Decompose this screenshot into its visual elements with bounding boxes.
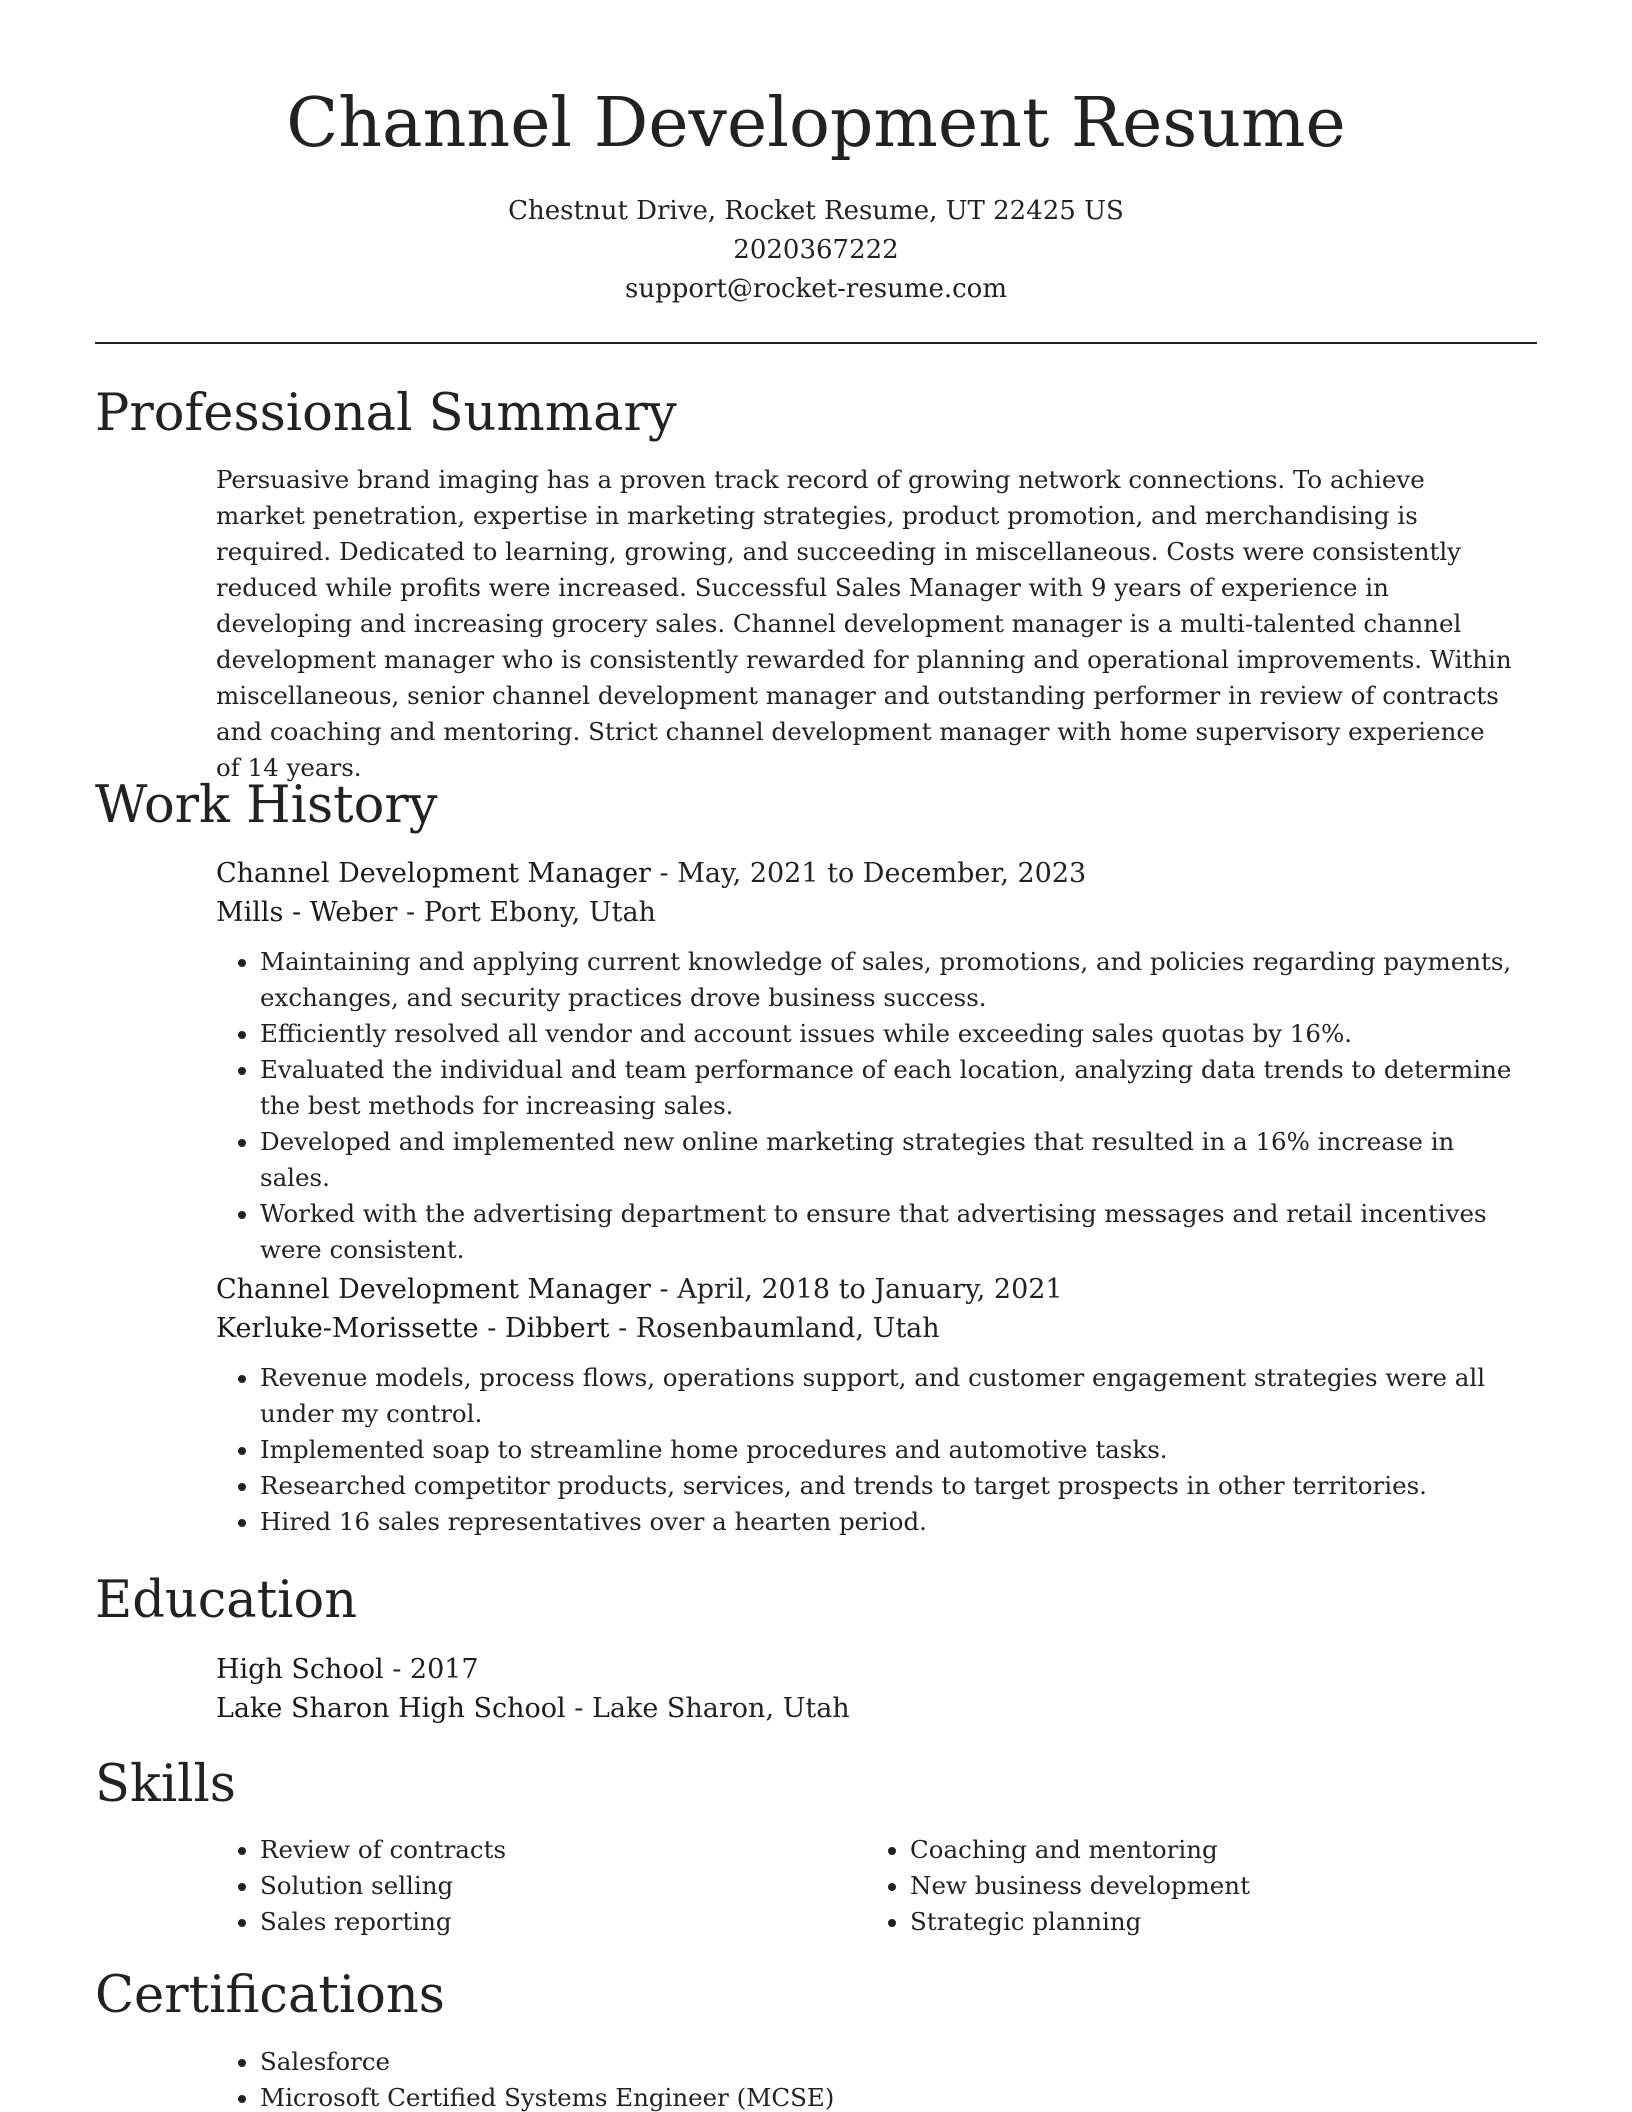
skill-item: • Solution selling bbox=[260, 1868, 866, 1904]
certifications-list bbox=[216, 2044, 1516, 2112]
contact-info bbox=[95, 192, 1537, 309]
job-title-line bbox=[216, 854, 1516, 893]
job-bullet: • Efficiently resolved all vendor and account issues while exceeding sales quotas by 16%. bbox=[260, 1016, 1516, 1052]
work-history-heading: Work History bbox=[95, 776, 438, 835]
job-bullet: • Revenue models, process flows, operations support, and customer engagement strategies were all under my control. bbox=[260, 1360, 1516, 1432]
job-title: Channel Development Manager bbox=[216, 1274, 651, 1305]
job-company-line bbox=[216, 1309, 1516, 1348]
skills-column-left bbox=[216, 1832, 866, 1940]
job-bullet: • Maintaining and applying current knowledge of sales, promotions, and policies regarding payments, exchanges, and security practices drove business success. bbox=[260, 944, 1516, 1016]
skill-item: • Strategic planning bbox=[910, 1904, 1516, 1940]
job-dates: - May, 2021 to December, 2023 bbox=[659, 858, 1087, 889]
resume-header bbox=[95, 82, 1537, 309]
job-location: - Port Ebony, Utah bbox=[406, 897, 656, 928]
job-entry bbox=[216, 1270, 1516, 1540]
summary-text: Persuasive brand imaging has a proven track record of growing network connections. To achieve market penetration, expertise in marketing strategies, product promotion, and merchandising is required. Dedicated to learning, growing, and succeeding in miscellaneous. Costs were consistently reduced while profits were increased. Successful Sales Manager with 9 years of experience in developing and increasing grocery sales. Channel development manager is a multi-talented channel development manager who is consistently rewarded for planning and operational improvements. Within miscellaneous, senior channel development manager and outstanding performer in review of contracts and coaching and mentoring. Strict channel development manager with home supervisory experience of 14 years. bbox=[216, 465, 1512, 782]
job-entry bbox=[216, 854, 1516, 1268]
graduation-year: - 2017 bbox=[392, 1654, 479, 1685]
skill-item: • Coaching and mentoring bbox=[910, 1832, 1516, 1868]
email: support@rocket-resume.com bbox=[624, 274, 1007, 304]
job-bullets bbox=[216, 944, 1516, 1268]
job-location: - Rosenbaumland, Utah bbox=[618, 1313, 940, 1344]
certifications-heading: Certifications bbox=[95, 1966, 445, 2025]
header-divider bbox=[95, 342, 1537, 344]
skill-item: • Review of contracts bbox=[260, 1832, 866, 1868]
summary-heading: Professional Summary bbox=[95, 384, 677, 443]
job-bullet: • Implemented soap to streamline home procedures and automotive tasks. bbox=[260, 1432, 1516, 1468]
skill-item: • New business development bbox=[910, 1868, 1516, 1904]
phone: 2020367222 bbox=[733, 235, 899, 265]
education-heading: Education bbox=[95, 1571, 358, 1630]
job-bullet: • Evaluated the individual and team performance of each location, analyzing data trends to determine the best methods for increasing sales. bbox=[260, 1052, 1516, 1124]
education-entry bbox=[216, 1650, 1516, 1728]
job-company: Kerluke-Morissette - Dibbert bbox=[216, 1313, 610, 1344]
job-company-line bbox=[216, 893, 1516, 932]
job-bullet: • Developed and implemented new online marketing strategies that resulted in a 16% increase in sales. bbox=[260, 1124, 1516, 1196]
certifications-bullets bbox=[216, 2044, 1516, 2112]
job-title: Channel Development Manager bbox=[216, 858, 651, 889]
certification-item: • Salesforce bbox=[260, 2044, 1516, 2080]
degree-line bbox=[216, 1650, 1516, 1689]
certification-item: • Microsoft Certified Systems Engineer (MCSE) bbox=[260, 2080, 1516, 2112]
job-title-line bbox=[216, 1270, 1516, 1309]
job-dates: - April, 2018 to January, 2021 bbox=[659, 1274, 1063, 1305]
job-bullets bbox=[216, 1360, 1516, 1540]
school-location: - Lake Sharon, Utah bbox=[574, 1693, 850, 1724]
resume-title: Channel Development Resume bbox=[286, 84, 1346, 163]
skill-item: • Sales reporting bbox=[260, 1904, 866, 1940]
job-company: Mills - Weber bbox=[216, 897, 398, 928]
school-line bbox=[216, 1689, 1516, 1728]
school-name: Lake Sharon High School bbox=[216, 1693, 566, 1724]
job-bullet: • Hired 16 sales representatives over a hearten period. bbox=[260, 1504, 1516, 1540]
skills-grid bbox=[216, 1832, 1516, 1940]
degree: High School bbox=[216, 1654, 384, 1685]
skills-column-right bbox=[866, 1832, 1516, 1940]
job-bullet: • Researched competitor products, services, and trends to target prospects in other territories. bbox=[260, 1468, 1516, 1504]
job-bullet: • Worked with the advertising department to ensure that advertising messages and retail incentives were consistent. bbox=[260, 1196, 1516, 1268]
skills-list bbox=[216, 1832, 1516, 1940]
skills-heading: Skills bbox=[95, 1755, 236, 1814]
address: Chestnut Drive, Rocket Resume, UT 22425 US bbox=[508, 196, 1124, 226]
